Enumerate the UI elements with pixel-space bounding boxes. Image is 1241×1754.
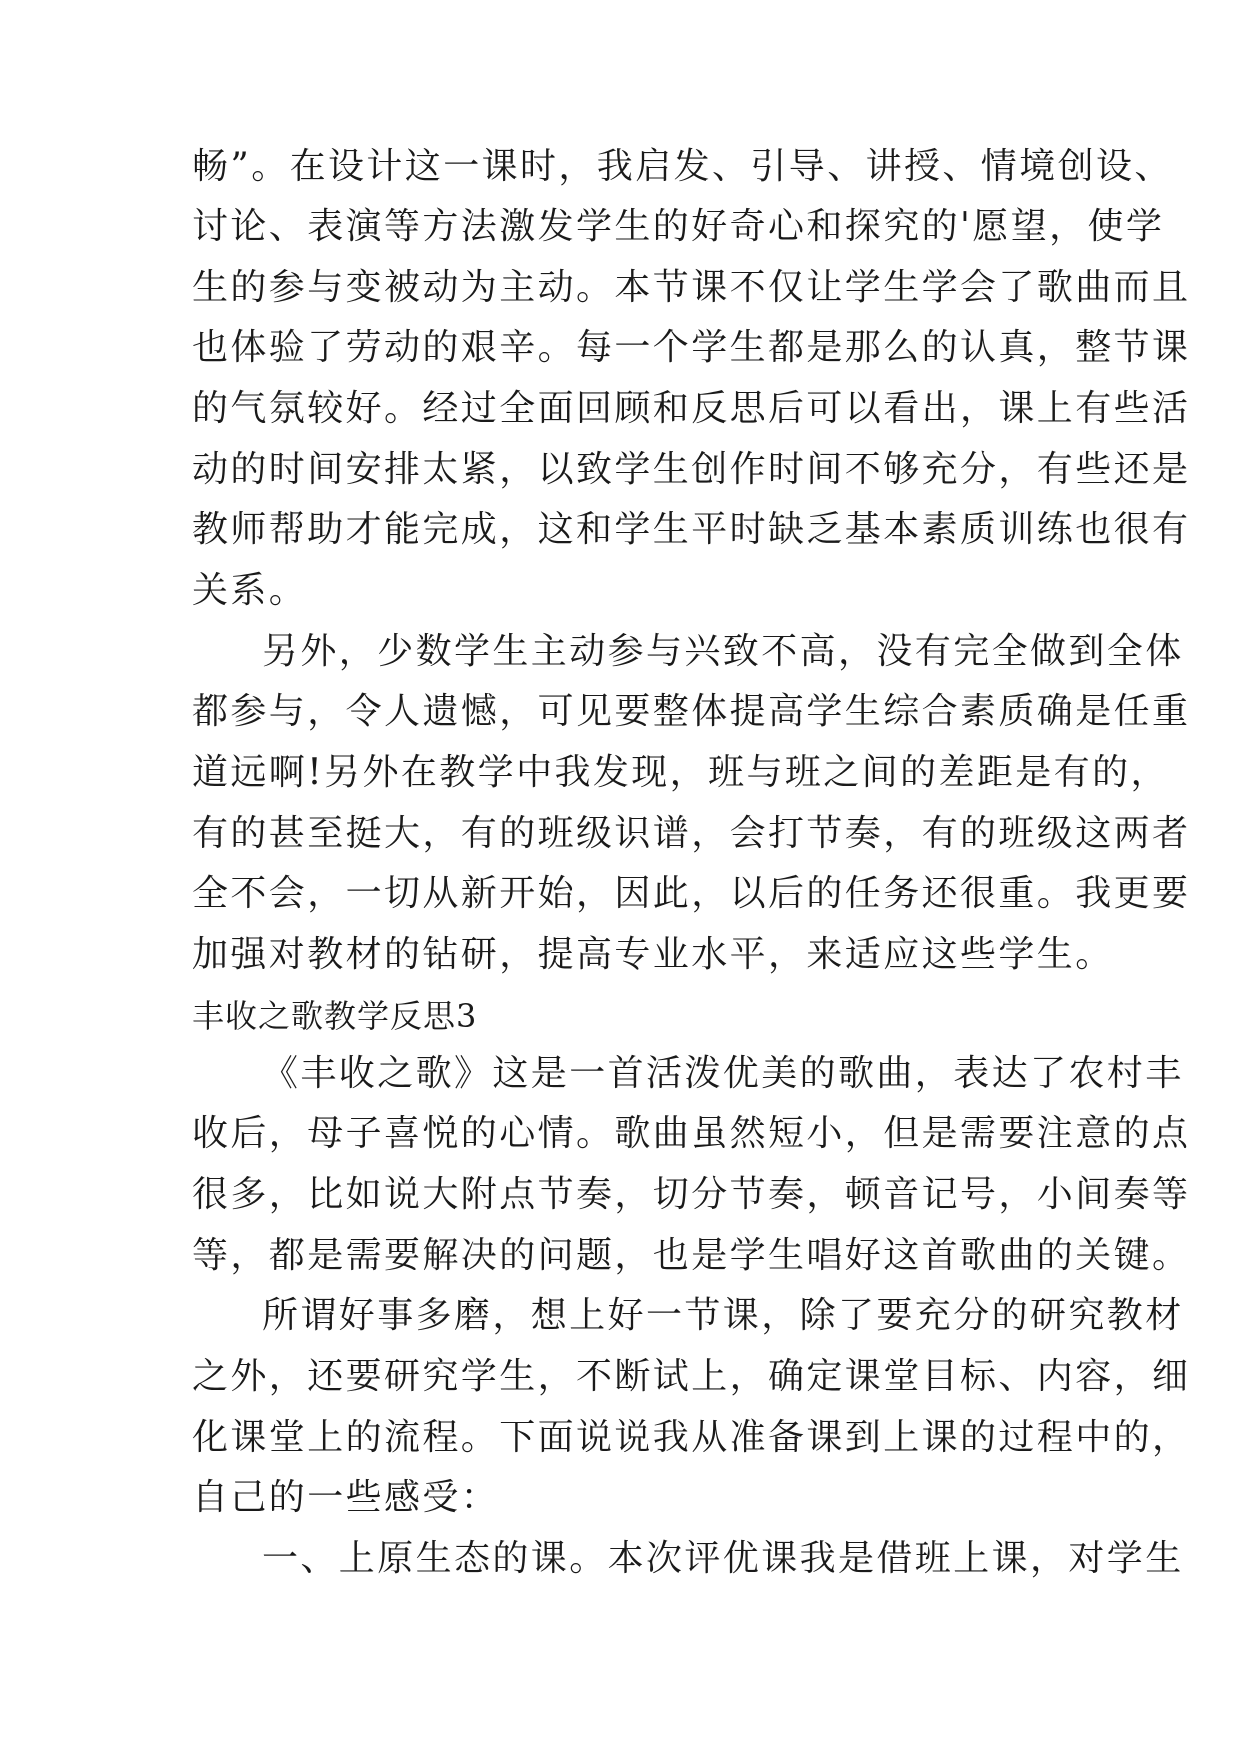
text-line: 的气氛较好。经过全面回顾和反思后可以看出，课上有些活 (192, 388, 1191, 429)
text-line: 很多，比如说大附点节奏，切分节奏，顿音记号，小间奏等 (192, 1174, 1191, 1215)
paragraph-start-line: 另外，少数学生主动参与兴致不高，没有完全做到全体 (262, 631, 1184, 672)
section-heading: 丰收之歌教学反思3 (192, 997, 478, 1035)
text-line: 关系。 (192, 570, 308, 611)
text-line: 道远啊!另外在教学中我发现，班与班之间的差距是有的， (192, 752, 1169, 793)
text-line: 之外，还要研究学生，不断试上，确定课堂目标、内容，细 (192, 1356, 1191, 1397)
text-line: 也体验了劳动的艰辛。每一个学生都是那么的认真，整节课 (192, 327, 1191, 368)
text-line: 自己的一些感受： (192, 1477, 500, 1518)
text-line: 有的甚至挺大，有的班级识谱，会打节奏，有的班级这两者 (192, 813, 1191, 854)
paragraph-start-line: 一、上原生态的课。本次评优课我是借班上课，对学生 (262, 1538, 1184, 1579)
paragraph-start-line: 所谓好事多磨，想上好一节课，除了要充分的研究教材 (262, 1295, 1184, 1336)
text-line: 收后，母子喜悦的心情。歌曲虽然短小，但是需要注意的点 (192, 1113, 1191, 1154)
text-line: 讨论、表演等方法激发学生的好奇心和探究的'愿望，使学 (192, 206, 1165, 247)
text-line: 动的时间安排太紧，以致学生创作时间不够充分，有些还是 (192, 449, 1191, 490)
text-line: 教师帮助才能完成，这和学生平时缺乏基本素质训练也很有 (192, 509, 1191, 550)
text-line: 化课堂上的流程。下面说说我从准备课到上课的过程中的， (192, 1417, 1191, 1458)
paragraph-start-line: 《丰收之歌》这是一首活泼优美的歌曲，表达了农村丰 (262, 1053, 1184, 1094)
text-line: 都参与，令人遗憾，可见要整体提高学生综合素质确是任重 (192, 691, 1191, 732)
text-line: 加强对教材的钻研，提高专业水平，来适应这些学生。 (192, 934, 1114, 975)
text-line: 生的参与变被动为主动。本节课不仅让学生学会了歌曲而且 (192, 267, 1191, 308)
text-line: 全不会，一切从新开始，因此，以后的任务还很重。我更要 (192, 873, 1191, 914)
text-line: 等，都是需要解决的问题，也是学生唱好这首歌曲的关键。 (192, 1235, 1191, 1276)
text-line: 畅”。在设计这一课时，我启发、引导、讲授、情境创设、 (192, 146, 1173, 187)
